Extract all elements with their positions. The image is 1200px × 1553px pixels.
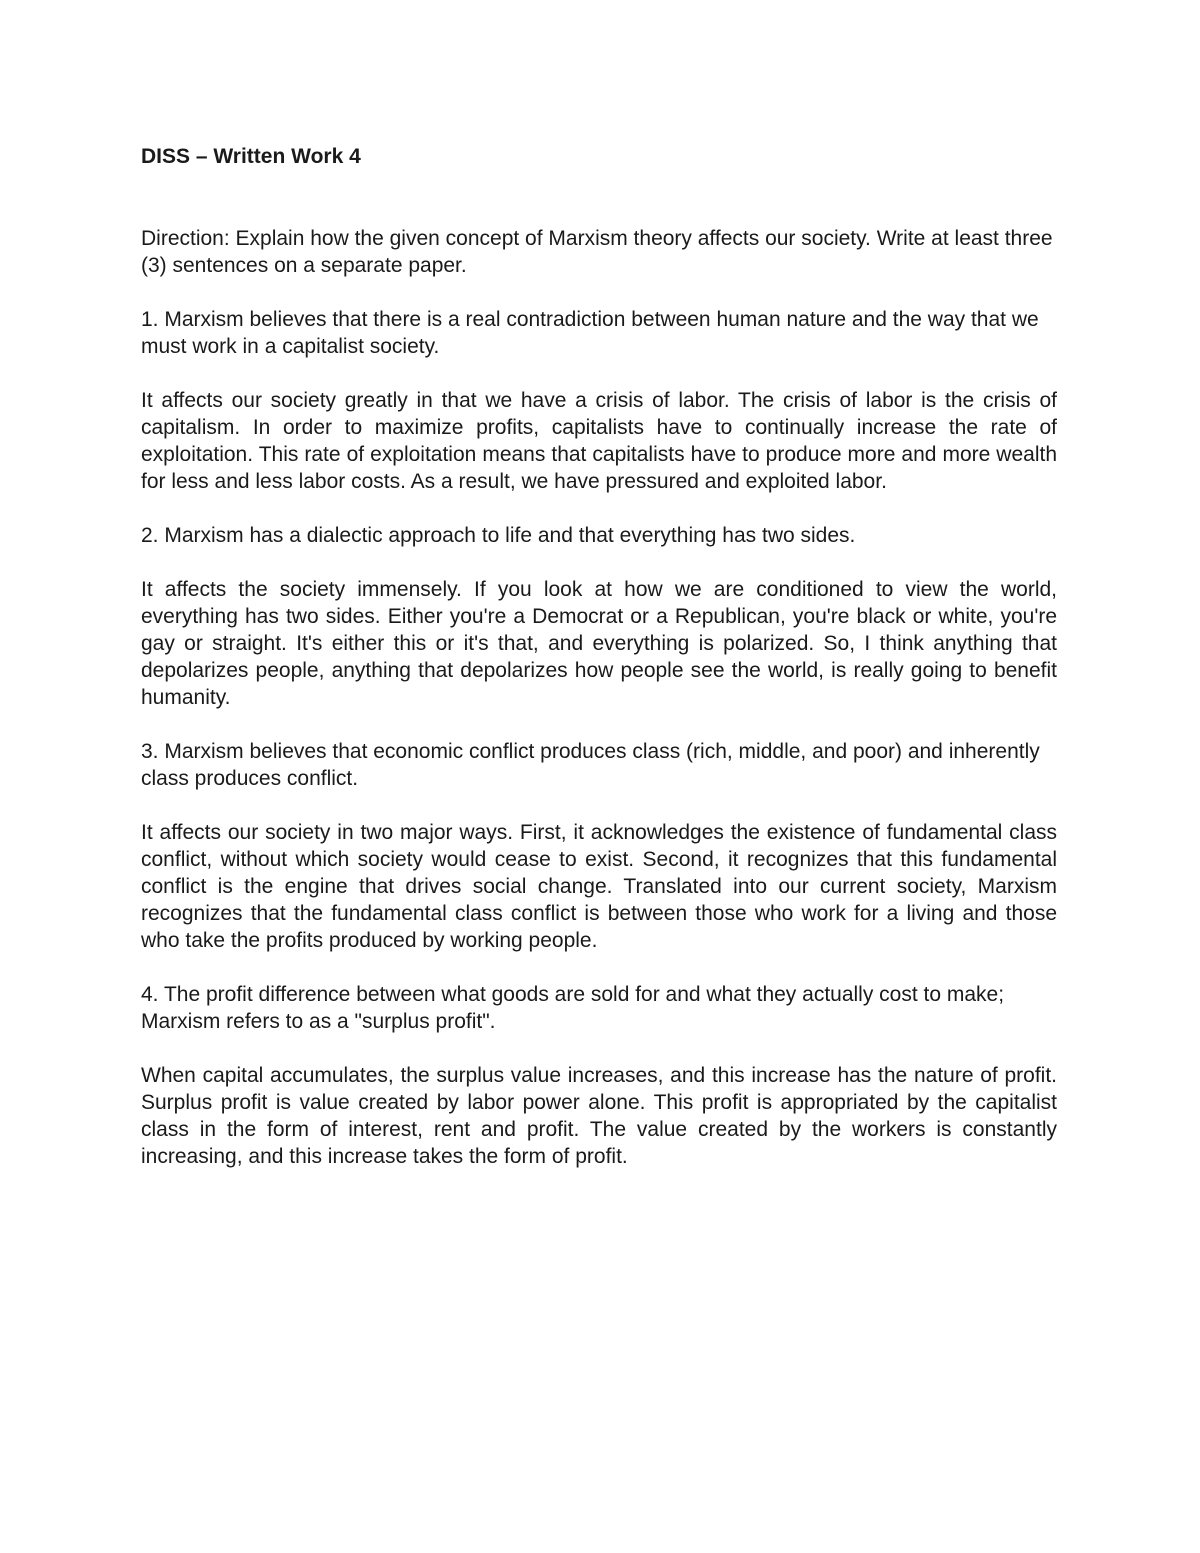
question-3: 3. Marxism believes that economic conflict produces class (rich, middle, and poor) and inherently class produces conflict.	[141, 740, 1040, 790]
answer-3: It affects our society in two major ways. First, it acknowledges the existence of fundamental class conflict, without which society would cease to exist. Second, it recognizes that this fundamental conflict is the engine that drives social change. Translated into our current society, Marxism recognizes that the fundamental class conflict is between those who work for a living and those who take the profits produced by working people.	[141, 821, 1057, 952]
question-2: 2. Marxism has a dialectic approach to life and that everything has two sides.	[141, 524, 856, 547]
direction-text: Direction: Explain how the given concept of Marxism theory affects our society. Write at least three (3) sentences on a separate paper.	[141, 227, 1053, 277]
question-1: 1. Marxism believes that there is a real contradiction between human nature and the way that we must work in a capitalist society.	[141, 308, 1039, 358]
answer-4: When capital accumulates, the surplus value increases, and this increase has the nature of profit. Surplus profit is value created by labor power alone. This profit is appropriated by the capitalist class in the form of interest, rent and profit. The value created by the workers is constantly increasing, and this increase takes the form of profit.	[141, 1064, 1057, 1168]
question-4: 4. The profit difference between what goods are sold for and what they actually cost to make; Marxism refers to as a "surplus profit".	[141, 983, 1005, 1033]
answer-1: It affects our society greatly in that we have a crisis of labor. The crisis of labor is the crisis of capitalism. In order to maximize profits, capitalists have to continually increase the rate of exploitation. This rate of exploitation means that capitalists have to produce more and more wealth for less and less labor costs. As a result, we have pressured and exploited labor.	[141, 389, 1057, 493]
document-page	[141, 143, 1057, 1197]
answer-2: It affects the society immensely. If you look at how we are conditioned to view the world, everything has two sides. Either you're a Democrat or a Republican, you're black or white, you're gay or straight. It's either this or it's that, and everything is polarized. So, I think anything that depolarizes people, anything that depolarizes how people see the world, is really going to benefit humanity.	[141, 578, 1057, 709]
document-title: DISS – Written Work 4	[141, 145, 361, 168]
